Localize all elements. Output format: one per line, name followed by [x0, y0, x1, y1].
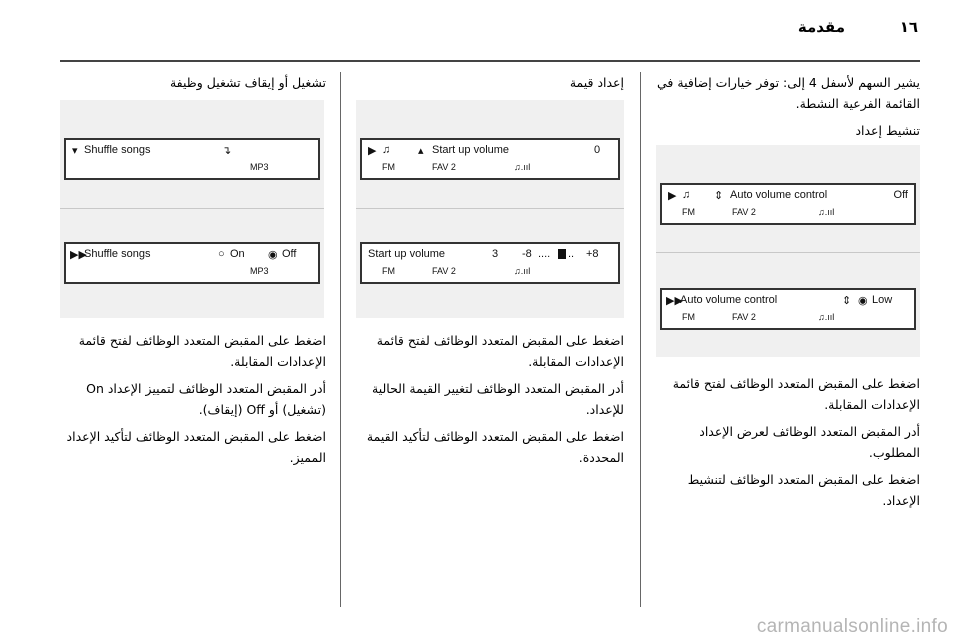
range-dots-right: .. [568, 248, 575, 260]
preset-label: FAV 2 [732, 207, 756, 217]
section-heading-toggle: تشغيل أو إيقاف تشغيل وظيفة [169, 75, 326, 90]
arrow-icon: ▶ [668, 190, 677, 202]
screen-start-volume-2 [360, 242, 620, 284]
option-on: On [230, 248, 245, 260]
page-number: ١٦ [899, 18, 918, 36]
preset-label: FAV 2 [732, 312, 756, 322]
music-note-icon: ♫ [382, 144, 391, 156]
column-left-body [56, 330, 326, 474]
option-off: Off [282, 248, 297, 260]
screen-auto-volume-1 [660, 183, 916, 225]
intro-text: يشير السهم لأسفل 4 إلى: توفر خيارات إضافية في القائمة الفرعية النشطة. [657, 75, 920, 111]
screen-start-volume-1 [360, 138, 620, 180]
column-right [652, 72, 920, 147]
instruction-2: أدر المقبض المتعدد الوظائف لعرض الإعداد المطلوب. [699, 424, 920, 460]
instruction-1: اضغط على المقبض المتعدد الوظائف لفتح قائمة الإعدادات المقابلة. [78, 333, 326, 369]
instruction-3: اضغط على المقبض المتعدد الوظائف لتنشيط الإعداد. [687, 472, 920, 508]
format-label: MP3 [250, 162, 269, 172]
music-note-icon: ♫ [682, 189, 691, 201]
watermark: carmanualsonline.info [756, 616, 948, 637]
column-divider-left [340, 72, 341, 607]
signal-icon: ♫.ııl [514, 266, 531, 276]
instruction-2: أدر المقبض المتعدد الوظائف لتمييز الإعداد On (تشغيل) أو Off (إيقاف). [86, 381, 326, 417]
figure-start-volume [356, 100, 624, 318]
setting-value: Low [872, 294, 893, 306]
column-middle [352, 72, 624, 99]
screen-shuffle-2 [64, 242, 320, 284]
shuffle-icon: ↴ [222, 145, 232, 157]
column-left [56, 72, 326, 99]
band-label: FM [682, 207, 695, 217]
signal-icon: ♫.ııl [818, 312, 835, 322]
setting-value: 0 [594, 144, 601, 156]
arrow-icon: ▶ [368, 145, 377, 157]
instruction-3: اضغط على المقبض المتعدد الوظائف لتأكيد الإعداد المميز. [66, 429, 326, 465]
radio-unselected-icon: ○ [218, 248, 225, 260]
setting-label: Auto volume control [680, 294, 778, 306]
instruction-2: أدر المقبض المتعدد الوظائف لتغيير القيمة الحالية للإعداد. [372, 381, 624, 417]
up-icon: ▴ [418, 145, 424, 157]
screen-shuffle-1 [64, 138, 320, 180]
setting-label: Start up volume [432, 144, 510, 156]
format-label: MP3 [250, 266, 269, 276]
section-heading-activate: تنشيط إعداد [855, 123, 920, 138]
range-max: +8 [586, 248, 599, 260]
dropdown-arrow-icon: ▾ [72, 145, 78, 157]
figure-shuffle [60, 100, 324, 318]
setting-label: Auto volume control [730, 189, 828, 201]
range-min: -8 [522, 248, 532, 260]
band-label: FM [382, 162, 395, 172]
slider-marker [558, 248, 566, 260]
band-label: FM [682, 312, 695, 322]
signal-icon: ♫.ııl [514, 162, 531, 172]
preset-label: FAV 2 [432, 266, 456, 276]
signal-icon: ♫.ııl [818, 207, 835, 217]
radio-selected-icon: ◉ [268, 249, 278, 261]
setting-value: Off [893, 189, 908, 201]
radio-selected-icon: ◉ [858, 295, 868, 307]
figure-auto-volume [656, 145, 920, 357]
column-middle-body [352, 330, 624, 474]
range-dots-left: .... [538, 248, 551, 260]
header-rule [60, 60, 920, 62]
section-heading-value: إعداد قيمة [569, 75, 624, 90]
instruction-1: اضغط على المقبض المتعدد الوظائف لفتح قائمة الإعدادات المقابلة. [672, 376, 920, 412]
instruction-3: اضغط على المقبض المتعدد الوظائف لتأكيد القيمة المحددة. [366, 429, 624, 465]
screen-auto-volume-2 [660, 288, 916, 330]
updown-icon: ⇕ [714, 190, 724, 202]
column-right-body [652, 373, 920, 517]
setting-label: Shuffle songs [84, 248, 151, 260]
band-label: FM [382, 266, 395, 276]
double-arrow-icon: ▶▶ [666, 295, 683, 307]
page-title: مقدمة [797, 18, 845, 36]
setting-value: 3 [492, 248, 499, 260]
updown-icon: ⇕ [842, 295, 852, 307]
setting-label: Shuffle songs [84, 144, 151, 156]
preset-label: FAV 2 [432, 162, 456, 172]
instruction-1: اضغط على المقبض المتعدد الوظائف لفتح قائمة الإعدادات المقابلة. [376, 333, 624, 369]
column-divider-right [640, 72, 641, 607]
setting-label: Start up volume [368, 248, 446, 260]
double-arrow-icon: ▶▶ [70, 249, 87, 261]
